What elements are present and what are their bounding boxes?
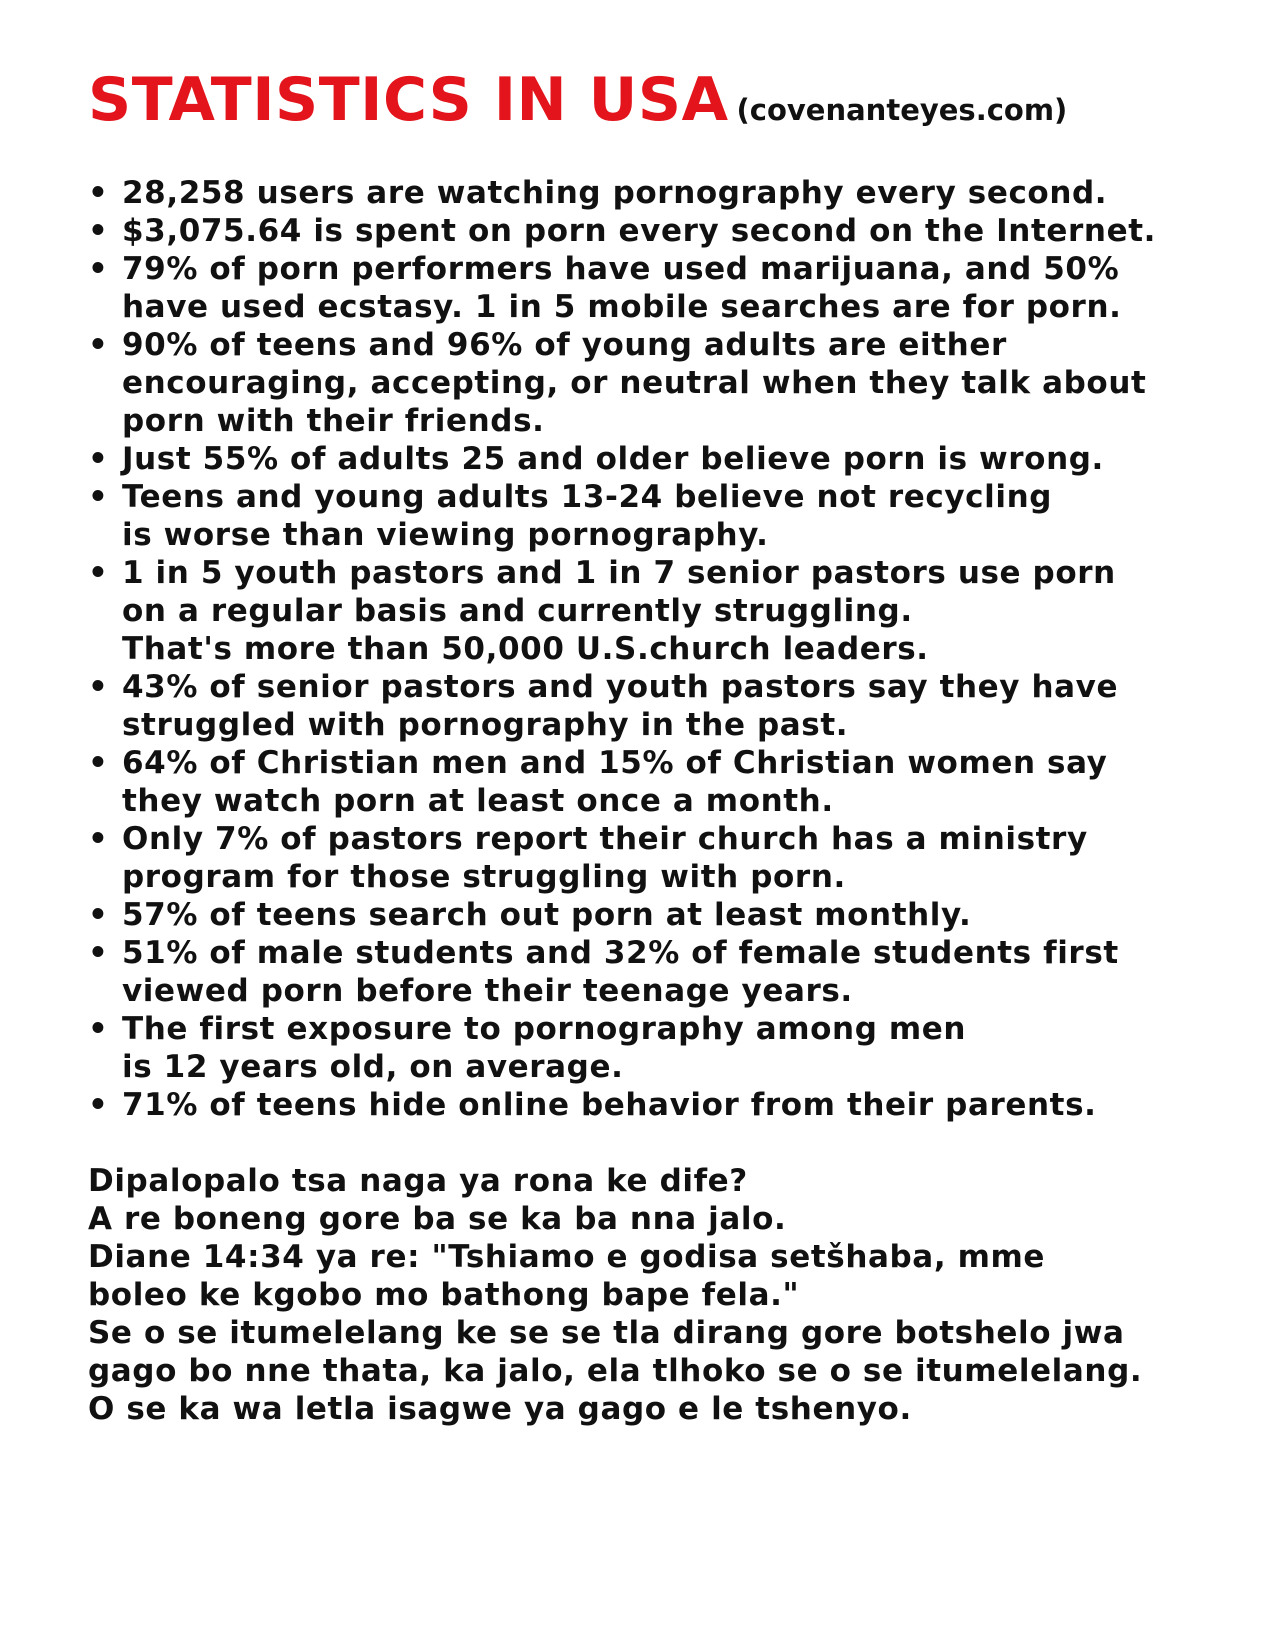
bullet-icon: • [88, 555, 109, 591]
closing-line: O se ka wa letla isagwe ya gago e le tshenyo. [88, 1391, 912, 1427]
statistic-text: Just 55% of adults 25 and older believe porn is wrong. [122, 441, 1104, 477]
heading [88, 65, 1238, 135]
bullet-icon: • [88, 441, 109, 477]
statistic-text: Teens and young adults 13-24 believe not recycling is worse than viewing pornography. [122, 479, 1053, 553]
bullet-icon: • [88, 251, 109, 287]
statistic-text: 71% of teens hide online behavior from their parents. [122, 1087, 1097, 1123]
statistic-item [88, 744, 1238, 820]
statistic-item [88, 934, 1238, 1010]
statistic-item [88, 250, 1238, 326]
statistic-text: 57% of teens search out porn at least monthly. [122, 897, 972, 933]
statistic-item [88, 668, 1238, 744]
statistic-item [88, 174, 1238, 212]
bullet-icon: • [88, 175, 109, 211]
statistic-item [88, 554, 1238, 668]
statistic-text: 90% of teens and 96% of young adults are either encouraging, accepting, or neutral when they talk about porn with their friends. [122, 327, 1147, 439]
bullet-icon: • [88, 669, 109, 705]
statistic-text: The first exposure to pornography among men is 12 years old, on average. [122, 1011, 967, 1085]
statistic-text: $3,075.64 is spent on porn every second on the Internet. [122, 213, 1156, 249]
closing-line: boleo ke kgobo mo bathong bape fela." [88, 1277, 800, 1313]
bullet-icon: • [88, 745, 109, 781]
closing-line: Dipalopalo tsa naga ya rona ke dife? [88, 1163, 748, 1199]
closing-paragraph [88, 1162, 1238, 1428]
bullet-icon: • [88, 479, 109, 515]
statistic-text: 1 in 5 youth pastors and 1 in 7 senior pastors use porn on a regular basis and currently struggling. That's more than 50,000 U.S.church leaders. [122, 555, 1116, 667]
statistic-item [88, 326, 1238, 440]
document-page [88, 65, 1238, 1428]
bullet-icon: • [88, 213, 109, 249]
bullet-icon: • [88, 821, 109, 857]
bullet-icon: • [88, 935, 109, 971]
closing-line: Se o se itumelelang ke se se tla dirang gore botshelo jwa [88, 1315, 1125, 1351]
statistic-item [88, 820, 1238, 896]
statistic-item [88, 896, 1238, 934]
statistic-item [88, 1086, 1238, 1124]
bullet-icon: • [88, 897, 109, 933]
statistic-item [88, 212, 1238, 250]
closing-line: A re boneng gore ba se ka ba nna jalo. [88, 1201, 787, 1237]
bullet-icon: • [88, 1087, 109, 1123]
statistic-text: 28,258 users are watching pornography every second. [122, 175, 1108, 211]
source-label: (covenanteyes.com) [736, 93, 1068, 127]
closing-line: Diane 14:34 ya re: "Tshiamo e godisa setšhaba, mme [88, 1239, 1046, 1275]
statistic-item [88, 1010, 1238, 1086]
statistic-text: 79% of porn performers have used marijuana, and 50% have used ecstasy. 1 in 5 mobile searches are for porn. [122, 251, 1122, 325]
statistic-item [88, 478, 1238, 554]
statistic-text: 43% of senior pastors and youth pastors say they have struggled with pornography in the past. [122, 669, 1119, 743]
closing-line: gago bo nne thata, ka jalo, ela tlhoko se o se itumelelang. [88, 1353, 1143, 1389]
page-title: STATISTICS IN USA [88, 65, 729, 135]
bullet-icon: • [88, 1011, 109, 1047]
bullet-icon: • [88, 327, 109, 363]
statistic-text: 64% of Christian men and 15% of Christian women say they watch porn at least once a month. [122, 745, 1108, 819]
statistic-text: 51% of male students and 32% of female students first viewed porn before their teenage years. [122, 935, 1119, 1009]
statistic-item [88, 440, 1238, 478]
statistics-list [88, 174, 1238, 1124]
statistic-text: Only 7% of pastors report their church has a ministry program for those struggling with porn. [122, 821, 1088, 895]
